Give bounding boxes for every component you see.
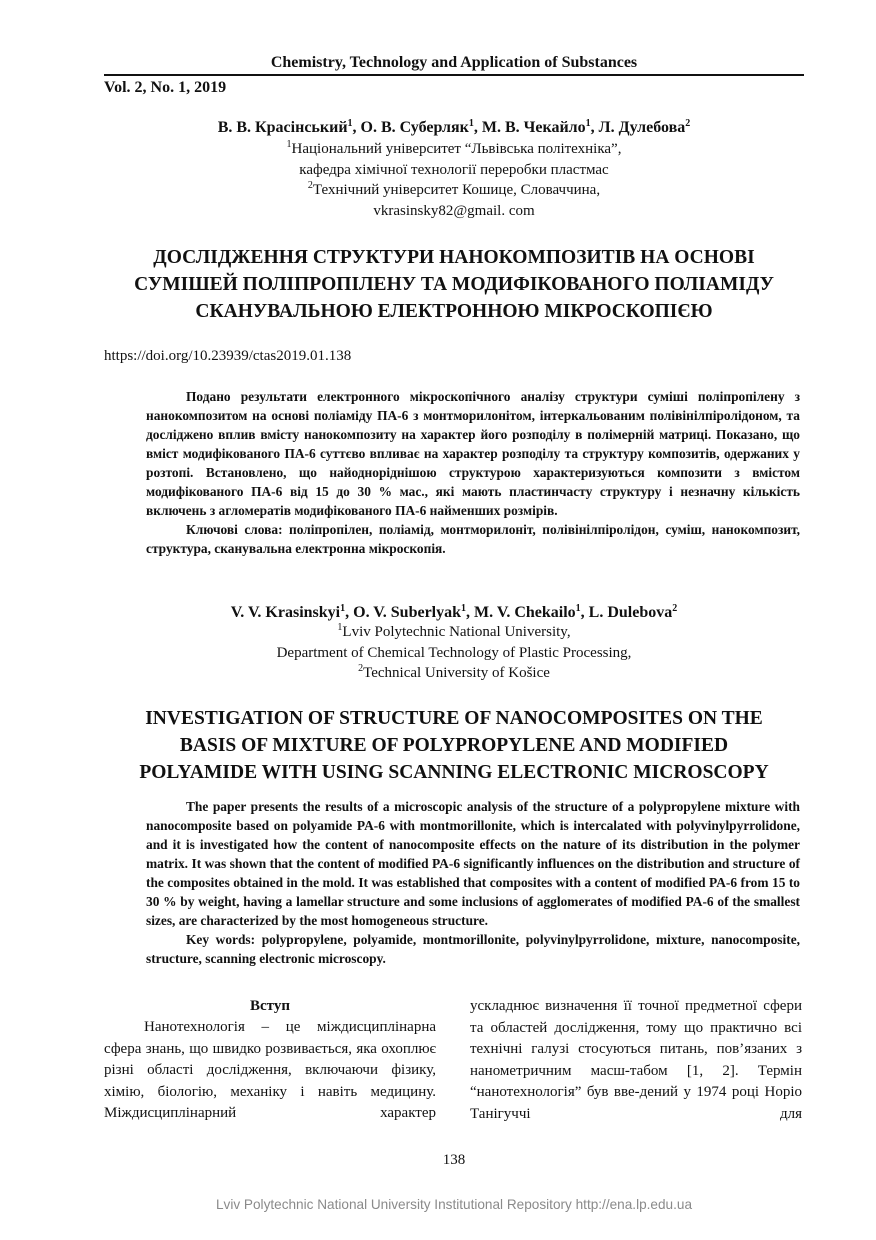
ua-aff1-line1: $^1$Національний університет “Львівська політехніка”, (286, 139, 622, 157)
intro-left-column (104, 996, 436, 1125)
journal-title: Chemistry, Technology and Application of Substances (270, 54, 638, 71)
intro-paragraph-left: Нанотехнологія – це міждисциплінарна сфера знань, що швидко розвивається, яка охоплює різні області дослідження, включаючи фізику, хімію, біологію, механіку і навіть медицину. Міждисциплінарний характер (104, 1019, 436, 1122)
en-affiliations (104, 622, 804, 684)
page-number: 138 (442, 1152, 466, 1168)
ua-abstract (146, 387, 800, 558)
en-aff1-line2: Department of Chemical Technology of Plastic Processing, (276, 644, 632, 661)
en-authors: V. V. Krasinskyi$^1$, O. V. Suberlyak$^1$, M. V. Chekailo$^1$, L. Dulebova$^2$ (230, 603, 678, 621)
intro-paragraph-right: ускладнює визначення її точної предметної сфери та областей дослідження, тому що практично всі технічні галузі стосуються питань, пов’язаних з нанометричним масш-табом [1, 2]. Термін “нанотехнологія” був вве-дений у 1974 році Норіо Танігуччі для (470, 998, 802, 1122)
en-aff2: $^2$Technical University of Košice (358, 663, 550, 681)
en-keywords: Key words: polypropylene, polyamide, montmorillonite, polyvinylpyrrolidone, mixture, nanocomposite, structure, scanning electronic microscopy. (146, 932, 800, 966)
ua-abstract-text: Подано результати електронного мікроскопічного аналізу структури суміші поліпропілену з нанокомпозитом на основі поліаміду ПА-6 з монтморилонітом, інтеркальованим полівінілпіролідоном, та досліджено вплив вмісту нанокомпозиту на характер його розподілу в полімерній матриці. Показано, що вміст модифікованого ПА-6 суттєво впливає на характер розподілу та структуру композитів, одержаних у розтопі. Встановлено, що найоднорiднішою структурою характеризуються композити з вмістом модифікованого ПА-6 від 15 до 30 % мас., які мають пластинчасту структуру і незначну кількість включень з агломератів модифікованого ПА-6 найменших розмірів. (146, 389, 800, 518)
ua-keywords: Ключові слова: поліпропілен, поліамід, монтморилоніт, полівінілпіролідон, суміш, нанокомпозит, структура, сканувальна електронна мікроскопія. (146, 522, 800, 556)
en-aff1-line1: $^1$Lviv Polytechnic National University, (337, 622, 571, 640)
ua-email: vkrasinsky82@gmail. com (373, 202, 535, 219)
intro-right-column (470, 996, 802, 1126)
ua-authors: В. В. Красінський$^1$, О. В. Суберляк$^1$, М. В. Чекайло$^1$, Л. Дулебова$^2$ (217, 118, 691, 136)
header-rule (104, 74, 804, 76)
ua-affiliations (104, 139, 804, 221)
ua-aff2: $^2$Технічний університет Кошице, Словаччина, (307, 180, 601, 198)
intro-heading: Вступ (250, 998, 290, 1014)
volume-info: Vol. 2, No. 1, 2019 (104, 79, 227, 96)
en-abstract-text: The paper presents the results of a microscopic analysis of the structure of a polypropylene mixture with nanocomposite based on polyamide PA-6 with montmorillonite, which is intercalated with polyvinylpyrrolidone, and it is investigated how the content of nanocomposite effects on the nature of its distribution in the polymer matrix. It was shown that the content of modified PA-6 significantly influences on the distribution and structure of the composites obtained in the mold. It was established that composites with a content of modified PA-6 from 15 to 30 % by weight, having a lamellar structure and some inclusions of agglomerates of modified PA-6 of the smallest sizes, are characterized by the most homogeneous structure. (146, 799, 800, 928)
en-abstract (146, 797, 800, 968)
ua-aff1-line2: кафедра хімічної технології переробки пластмас (299, 161, 609, 178)
doi-link[interactable]: https://doi.org/10.23939/ctas2019.01.138 (104, 348, 352, 364)
en-title: INVESTIGATION OF STRUCTURE OF NANOCOMPOSITES ON THE BASIS OF MIXTURE OF POLYPROPYLENE AND MODIFIED POLYAMIDE WITH USING SCANNING ELECTRONIC MICROSCOPY (139, 708, 769, 783)
repository-footer: Lviv Polytechnic National University Institutional Repository http://ena.lp.edu.ua (215, 1197, 693, 1212)
ua-title: ДОСЛІДЖЕННЯ СТРУКТУРИ НАНОКОМПОЗИТІВ НА ОСНОВІ СУМІШЕЙ ПОЛІПРОПІЛЕНУ ТА МОДИФІКОВАНОГО ПОЛІАМІДУ СКАНУВАЛЬНОЮ ЕЛЕКТРОННОЮ МІКРОСКОПІЄЮ (134, 247, 774, 322)
